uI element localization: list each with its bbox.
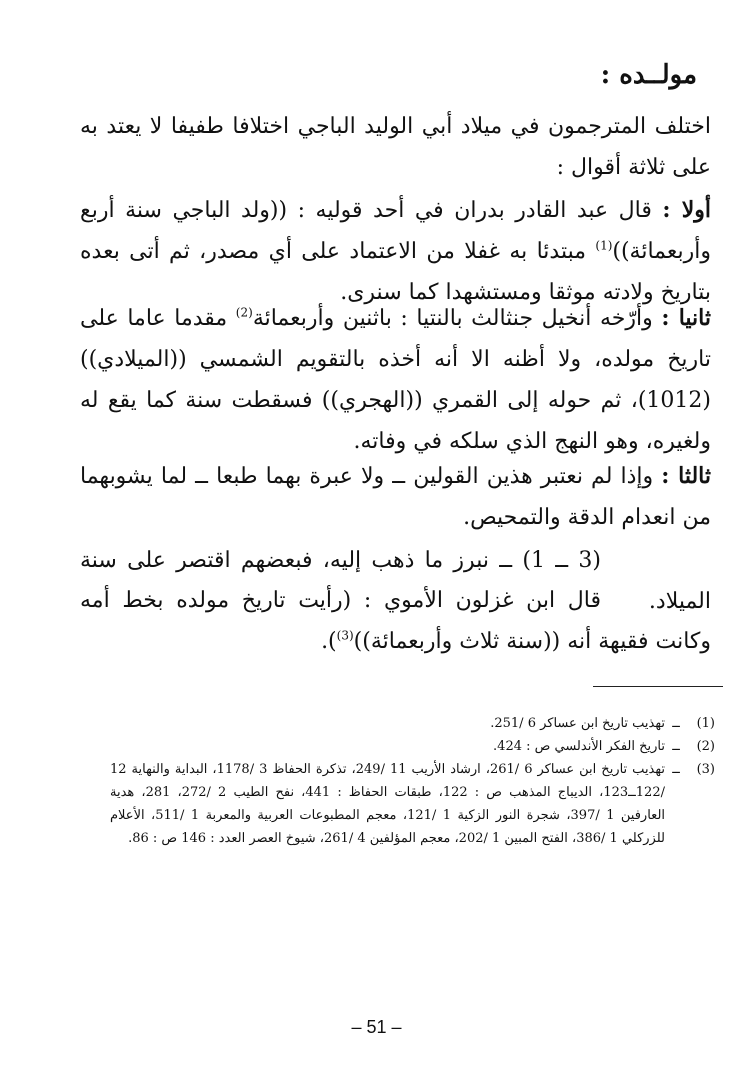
footnote-item <box>110 758 715 850</box>
third-label: ثالثا : <box>661 463 712 489</box>
section-line: (3 ــ 1) ــ نبرز ما ذهب إليه، فبعضهم اقتصر على سنة الميلاد. <box>80 548 711 614</box>
quote-text-a: قال ابن غزلون الأموي : (رأيت تاريخ مولده بخط أمه وكانت فقيهة أنه ((سنة ثلاث وأربعمائة)) <box>80 588 711 654</box>
footnote-ref-3[interactable]: (3) <box>336 628 354 643</box>
footnote-number: (3) <box>696 762 715 777</box>
first-text-b: مبتدئا به غفلا من الاعتماد على أي مصدر، ثم أتى بعده بتاريخ ولادته موثقا ومستشهدا كما سنرى. <box>80 239 711 305</box>
first-text-a: قال عبد القادر بدران في أحد قوليه : ((ولد الباجي سنة أربع وأربعمائة)) <box>80 198 711 264</box>
intro-paragraph: اختلف المترجمون في ميلاد أبي الوليد الباجي اختلافا طفيفا لا يعتد به على ثلاثة أقوال : <box>80 114 711 180</box>
footnote-number: (2) <box>696 739 715 754</box>
footnote-text: تهذيب تاريخ ابن عساكر 6 /251. <box>490 716 665 731</box>
second-opinion-paragraph <box>80 298 711 462</box>
footnote-dash: ــ <box>672 716 680 731</box>
footnote-ref-1[interactable]: (1) <box>595 238 613 253</box>
footnote-ref-2[interactable]: (2) <box>235 305 253 320</box>
first-label: أولا : <box>662 197 711 223</box>
footnote-number: (1) <box>696 716 715 731</box>
quote-text-b: ). <box>321 629 337 654</box>
second-label: ثانيا : <box>661 305 711 331</box>
page-number: – 51 – <box>351 1017 402 1037</box>
third-opinion-paragraph <box>80 456 711 538</box>
footnote-item <box>110 712 715 735</box>
first-opinion-paragraph <box>80 190 711 313</box>
section-heading: مولــده : <box>600 60 697 90</box>
footnote-item <box>110 735 715 758</box>
footnotes <box>110 712 715 850</box>
footnote-dash: ــ <box>672 762 680 777</box>
footnote-dash: ــ <box>672 739 680 754</box>
second-text-b: مقدما عاما على تاريخ مولده، ولا أظنه الا أنه أخذه بالتقويم الشمسي ((الميلادي)) (1012)، ثم حوله إلى القمري ((الهجري)) فسقطت سنة كما يقع له ولغيره، وهو النهج الذي سلكه في وفاته. <box>80 306 711 454</box>
third-text: وإذا لم نعتبر هذين القولين ــ ولا عبرة بهما طبعا ــ لما يشوبهما من انعدام الدقة والتمحيص. <box>80 464 711 530</box>
footnote-text: تاريخ الفكر الأندلسي ص : 424. <box>493 739 665 754</box>
quote-paragraph <box>80 580 711 662</box>
footnote-divider <box>593 686 723 687</box>
second-text-a: وأرّخه أنخيل جنثالث بالنتيا : باثنين وأربعمائة <box>252 306 653 331</box>
footnote-text: تهذيب تاريخ ابن عساكر 6 /261، ارشاد الأريب 11 /249، تذكرة الحفاظ 3 /1178، البداية والنهاية 12 /122ــ123، الديباج المذهب ص : 122، طبقات الحفاظ : 441، نفح الطيب 2 /272، 281، هدية العارفين 1 /397، شجرة النور الزكية 1 /121، معجم المطبوعات العربية والمعربة 1 /511، الأعلام للزركلي 1 /386، الفتح المبين 1 /202، معجم المؤلفين 4 /261، شيوخ العصر العدد : 146 ص : 86. <box>110 762 666 846</box>
